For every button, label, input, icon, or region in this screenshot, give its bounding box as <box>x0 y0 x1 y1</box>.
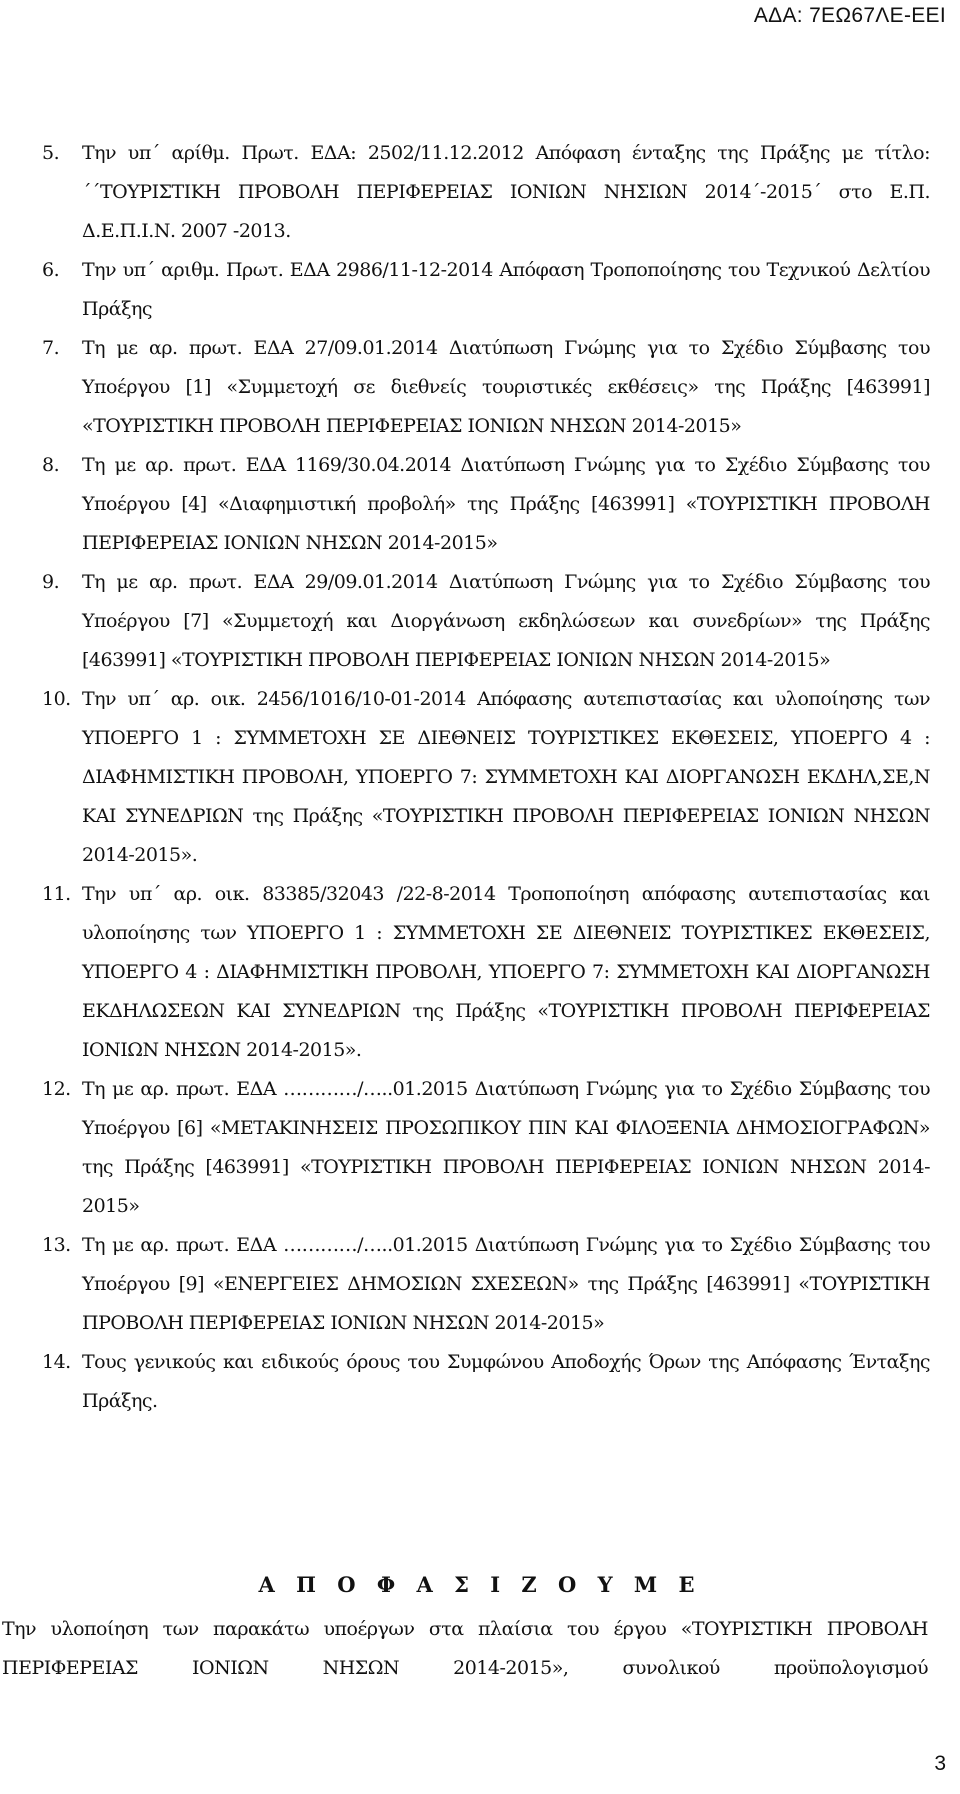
item-number: 9. <box>42 571 60 593</box>
item-text: Την υπ΄ αριθμ. Πρωτ. ΕΔΑ 2986/11-12-2014 Απόφαση Τροποποίησης του Τεχνικού Δελτίου Πράξης <box>82 259 930 320</box>
item-number: 7. <box>42 337 60 359</box>
item-number: 12. <box>42 1078 71 1100</box>
decision-paragraph: Την υλοποίηση των παρακάτω υποέργων στα πλαίσια του έργου «ΤΟΥΡΙΣΤΙΚΗ ΠΡΟΒΟΛΗ ΠΕΡΙΦΕΡΕΙΑΣ ΙΟΝΙΩΝ ΝΗΣΩΝ 2014-2015», συνολικού προϋπολογισμού <box>2 1618 928 1679</box>
list-item <box>42 446 930 563</box>
item-text: Τη με αρ. πρωτ. ΕΔΑ 27/09.01.2014 Διατύπωση Γνώμης για το Σχέδιο Σύμβασης του Υποέργου [1] «Συμμετοχή σε διεθνείς τουριστικές εκθέσεις» της Πράξης [463991] «ΤΟΥΡΙΣΤΙΚΗ ΠΡΟΒΟΛΗ ΠΕΡΙΦΕΡΕΙΑΣ ΙΟΝΙΩΝ ΝΗΣΩΝ 2014-2015» <box>82 337 930 437</box>
item-number: 11. <box>42 883 71 905</box>
page-number: 3 <box>934 1752 946 1775</box>
list-item <box>42 1070 930 1226</box>
item-text: Την υπ΄ αρ. οικ. 2456/1016/10-01-2014 Απόφασης αυτεπιστασίας και υλοποίησης των ΥΠΟΕΡΓΟ 1 : ΣΥΜΜΕΤΟΧΗ ΣΕ ΔΙΕΘΝΕΙΣ ΤΟΥΡΙΣΤΙΚΕΣ ΕΚΘΕΣΕΙΣ, ΥΠΟΕΡΓΟ 4 : ΔΙΑΦΗΜΙΣΤΙΚΗ ΠΡΟΒΟΛΗ, ΥΠΟΕΡΓΟ 7: ΣΥΜΜΕΤΟΧΗ ΚΑΙ ΔΙΟΡΓΑΝΩΣΗ ΕΚΔΗΛ,ΣΕ,Ν ΚΑΙ ΣΥΝΕΔΡΙΩΝ της Πράξης «ΤΟΥΡΙΣΤΙΚΗ ΠΡΟΒΟΛΗ ΠΕΡΙΦΕΡΕΙΑΣ ΙΟΝΙΩΝ ΝΗΣΩΝ 2014-2015». <box>82 688 930 866</box>
item-text: Την υπ΄ αρ. οικ. 83385/32043 /22-8-2014 Τροποποίηση απόφασης αυτεπιστασίας και υλοποίησης των ΥΠΟΕΡΓΟ 1 : ΣΥΜΜΕΤΟΧΗ ΣΕ ΔΙΕΘΝΕΙΣ ΤΟΥΡΙΣΤΙΚΕΣ ΕΚΘΕΣΕΙΣ, ΥΠΟΕΡΓΟ 4 : ΔΙΑΦΗΜΙΣΤΙΚΗ ΠΡΟΒΟΛΗ, ΥΠΟΕΡΓΟ 7: ΣΥΜΜΕΤΟΧΗ ΚΑΙ ΔΙΟΡΓΑΝΩΣΗ ΕΚΔΗΛΩΣΕΩΝ ΚΑΙ ΣΥΝΕΔΡΙΩΝ της Πράξης «ΤΟΥΡΙΣΤΙΚΗ ΠΡΟΒΟΛΗ ΠΕΡΙΦΕΡΕΙΑΣ ΙΟΝΙΩΝ ΝΗΣΩΝ 2014-2015». <box>82 883 930 1061</box>
list-item <box>42 1343 930 1421</box>
item-number: 14. <box>42 1351 71 1373</box>
considerations-list <box>42 134 930 1421</box>
list-item <box>42 563 930 680</box>
item-number: 10. <box>42 688 71 710</box>
decision-heading: Α Π Ο Φ Α Σ Ι Ζ Ο Υ Μ Ε <box>258 1572 702 1597</box>
item-text: Τη με αρ. πρωτ. ΕΔΑ 1169/30.04.2014 Διατύπωση Γνώμης για το Σχέδιο Σύμβασης του Υποέργου [4] «Διαφημιστική προβολή» της Πράξης [463991] «ΤΟΥΡΙΣΤΙΚΗ ΠΡΟΒΟΛΗ ΠΕΡΙΦΕΡΕΙΑΣ ΙΟΝΙΩΝ ΝΗΣΩΝ 2014-2015» <box>82 454 930 554</box>
item-text: Τη με αρ. πρωτ. ΕΔΑ …………/…..01.2015 Διατύπωση Γνώμης για το Σχέδιο Σύμβασης του Υποέργου [9] «ΕΝΕΡΓΕΙΕΣ ΔΗΜΟΣΙΩΝ ΣΧΕΣΕΩΝ» της Πράξης [463991] «ΤΟΥΡΙΣΤΙΚΗ ΠΡΟΒΟΛΗ ΠΕΡΙΦΕΡΕΙΑΣ ΙΟΝΙΩΝ ΝΗΣΩΝ 2014-2015» <box>82 1234 930 1334</box>
ada-code: ΑΔΑ: 7ΕΩ67ΛΕ-ΕΕΙ <box>753 4 946 27</box>
item-number: 13. <box>42 1234 71 1256</box>
item-number: 5. <box>42 142 60 164</box>
item-text: Τη με αρ. πρωτ. ΕΔΑ 29/09.01.2014 Διατύπωση Γνώμης για το Σχέδιο Σύμβασης του Υποέργου [7] «Συμμετοχή και Διοργάνωση εκδηλώσεων και συνεδρίων» της Πράξης [463991] «ΤΟΥΡΙΣΤΙΚΗ ΠΡΟΒΟΛΗ ΠΕΡΙΦΕΡΕΙΑΣ ΙΟΝΙΩΝ ΝΗΣΩΝ 2014-2015» <box>82 571 930 671</box>
list-item <box>42 875 930 1070</box>
item-text: Την υπ΄ αρίθμ. Πρωτ. ΕΔΑ: 2502/11.12.2012 Απόφαση ένταξης της Πράξης με τίτλο: ΄΄ΤΟΥΡΙΣΤΙΚΗ ΠΡΟΒΟΛΗ ΠΕΡΙΦΕΡΕΙΑΣ ΙΟΝΙΩΝ ΝΗΣΙΩΝ 2014΄-2015΄ στο Ε.Π. Δ.Ε.Π.Ι.Ν. 2007 -2013. <box>82 142 930 242</box>
list-item <box>42 251 930 329</box>
item-number: 6. <box>42 259 60 281</box>
item-text: Τη με αρ. πρωτ. ΕΔΑ …………/…..01.2015 Διατύπωση Γνώμης για το Σχέδιο Σύμβασης του Υποέργου [6] «ΜΕΤΑΚΙΝΗΣΕΙΣ ΠΡΟΣΩΠΙΚΟΥ ΠΙΝ ΚΑΙ ΦΙΛΟΞΕΝΙΑ ΔΗΜΟΣΙΟΓΡΑΦΩΝ» της Πράξης [463991] «ΤΟΥΡΙΣΤΙΚΗ ΠΡΟΒΟΛΗ ΠΕΡΙΦΕΡΕΙΑΣ ΙΟΝΙΩΝ ΝΗΣΩΝ 2014-2015» <box>82 1078 930 1217</box>
list-item <box>42 680 930 875</box>
list-item <box>42 329 930 446</box>
list-item <box>42 1226 930 1343</box>
list-item <box>42 134 930 251</box>
item-number: 8. <box>42 454 60 476</box>
item-text: Τους γενικούς και ειδικούς όρους του Συμφώνου Αποδοχής Όρων της Απόφασης Ένταξης Πράξης. <box>82 1351 930 1412</box>
